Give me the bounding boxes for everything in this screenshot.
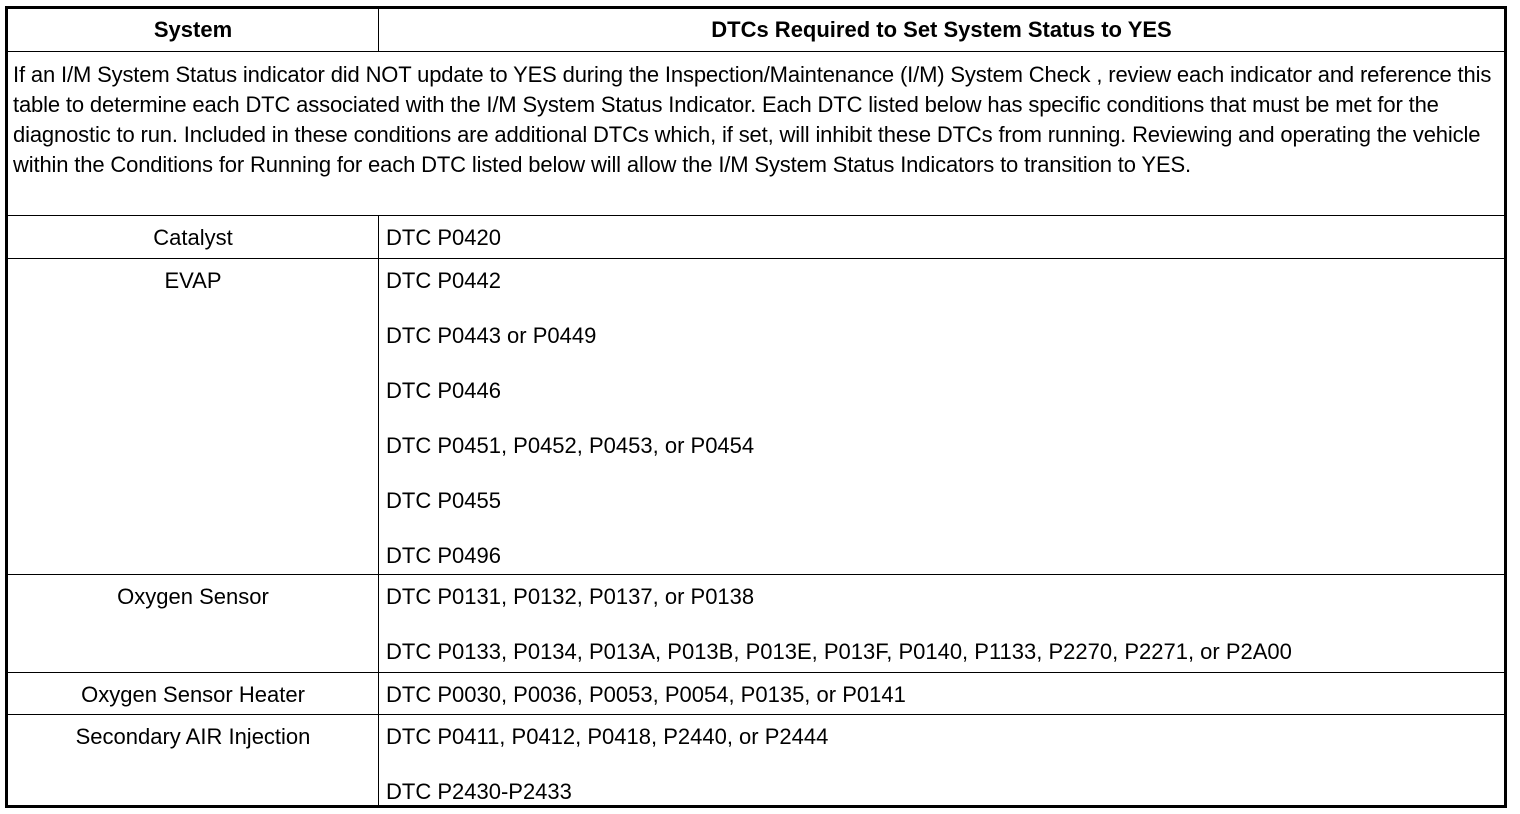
table-row — [8, 672, 1504, 714]
dtc-line: DTC P0443 or P0449 — [386, 322, 597, 348]
dtc-cell — [379, 673, 1504, 714]
table-row — [8, 574, 1504, 672]
dtc-line: DTC P0030, P0036, P0053, P0054, P0135, or P0141 — [386, 682, 906, 708]
dtc-cell — [379, 715, 1504, 805]
table-header-row — [8, 9, 1504, 51]
table-row — [8, 215, 1504, 258]
dtc-line: DTC P0420 — [386, 224, 501, 250]
dtc-line: DTC P2430-P2433 — [386, 778, 572, 804]
dtc-line: DTC P0496 — [386, 542, 501, 568]
dtc-system-status-table — [5, 6, 1507, 808]
system-cell: Oxygen Sensor Heater — [8, 673, 379, 714]
dtc-line: DTC P0455 — [386, 487, 501, 513]
dtc-line: DTC P0133, P0134, P013A, P013B, P013E, P013F, P0140, P1133, P2270, P2271, or P2A00 — [386, 639, 1292, 665]
header-system: System — [8, 9, 379, 51]
system-cell: Catalyst — [8, 216, 379, 258]
table-row — [8, 258, 1504, 575]
dtc-line: DTC P0446 — [386, 377, 501, 403]
dtc-cell — [379, 216, 1504, 258]
dtc-cell — [379, 259, 1504, 575]
dtc-line: DTC P0442 — [386, 267, 501, 293]
intro-row — [8, 51, 1504, 215]
system-cell: Secondary AIR Injection — [8, 715, 379, 805]
intro-text: If an I/M System Status indicator did NOT update to YES during the Inspection/Maintenance (I/M) System Check , review each indicator and reference this table to determine each DTC associated with the I/M System Status Indicator. Each DTC listed below has specific conditions that must be met for the diagnostic to run. Included in these conditions are additional DTCs which, if set, will inhibit these DTCs from running. Reviewing and operating the vehicle within the Conditions for Running for each DTC listed below will allow the I/M System Status Indicators to transition to YES. — [13, 61, 1492, 177]
dtc-line: DTC P0131, P0132, P0137, or P0138 — [386, 584, 755, 610]
system-cell: Oxygen Sensor — [8, 575, 379, 672]
dtc-cell — [379, 575, 1504, 672]
system-cell: EVAP — [8, 259, 379, 575]
header-dtcs: DTCs Required to Set System Status to YES — [711, 17, 1172, 42]
dtc-line: DTC P0411, P0412, P0418, P2440, or P2444 — [386, 723, 829, 749]
dtc-line: DTC P0451, P0452, P0453, or P0454 — [386, 432, 755, 458]
table-row — [8, 714, 1504, 805]
